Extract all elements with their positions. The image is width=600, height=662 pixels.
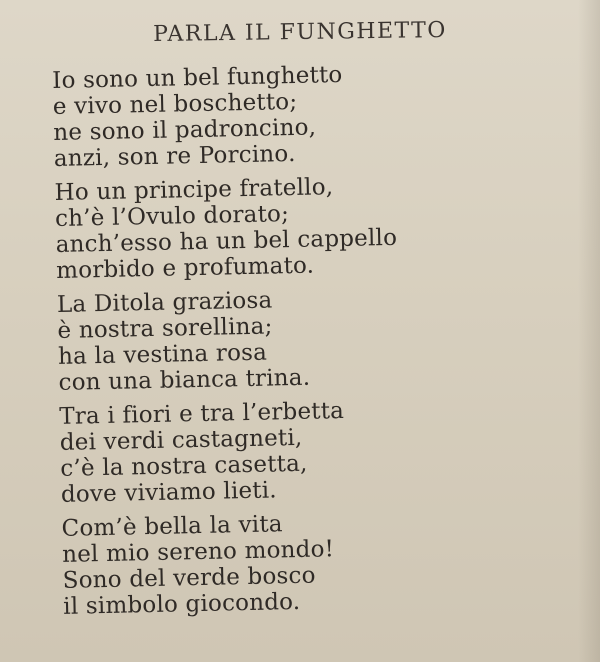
poem-line: con una bianca trina. (58, 364, 311, 396)
poem-line: Ho un principe fratello, (54, 174, 334, 206)
poem-line: nel mio sereno mondo! (61, 536, 335, 568)
poem-line: il simbolo giocondo. (63, 588, 301, 620)
stanza-3 (57, 281, 579, 396)
poem-line: Io sono un bel funghetto (52, 61, 343, 94)
poem-line: dove viviamo lieti. (60, 477, 278, 508)
poem-line: dei verdi castagneti, (59, 424, 303, 456)
stanza-1 (52, 57, 574, 172)
poem-line: ne sono il padroncino, (53, 114, 317, 146)
page-edge-shadow (578, 0, 600, 662)
poem-line: Com’è bella la vita (61, 511, 283, 542)
poem-line: La Ditola graziosa (56, 287, 273, 318)
poem-line: è nostra sorellina; (57, 313, 273, 344)
poem-title: PARLA IL FUNGHETTO (152, 17, 448, 48)
stanza-5 (61, 505, 583, 620)
stanza-2 (54, 169, 576, 284)
poem-line: anch’esso ha un bel cappello (55, 224, 398, 258)
poem-line: ha la vestina rosa (57, 339, 268, 370)
stanza-4 (59, 393, 581, 508)
poem-line: Sono del verde bosco (62, 562, 316, 594)
poem-line: e vivo nel boschetto; (52, 88, 298, 120)
poem-body (52, 57, 584, 628)
poem-line: morbido e profumato. (55, 252, 315, 284)
poem-line: anzi, son re Porcino. (53, 140, 296, 172)
poem-line: c’è la nostra casetta, (60, 450, 308, 482)
poem-line: Tra i fiori e tra l’erbetta (59, 397, 345, 430)
poem-line: ch’è l’Ovulo dorato; (54, 201, 290, 232)
